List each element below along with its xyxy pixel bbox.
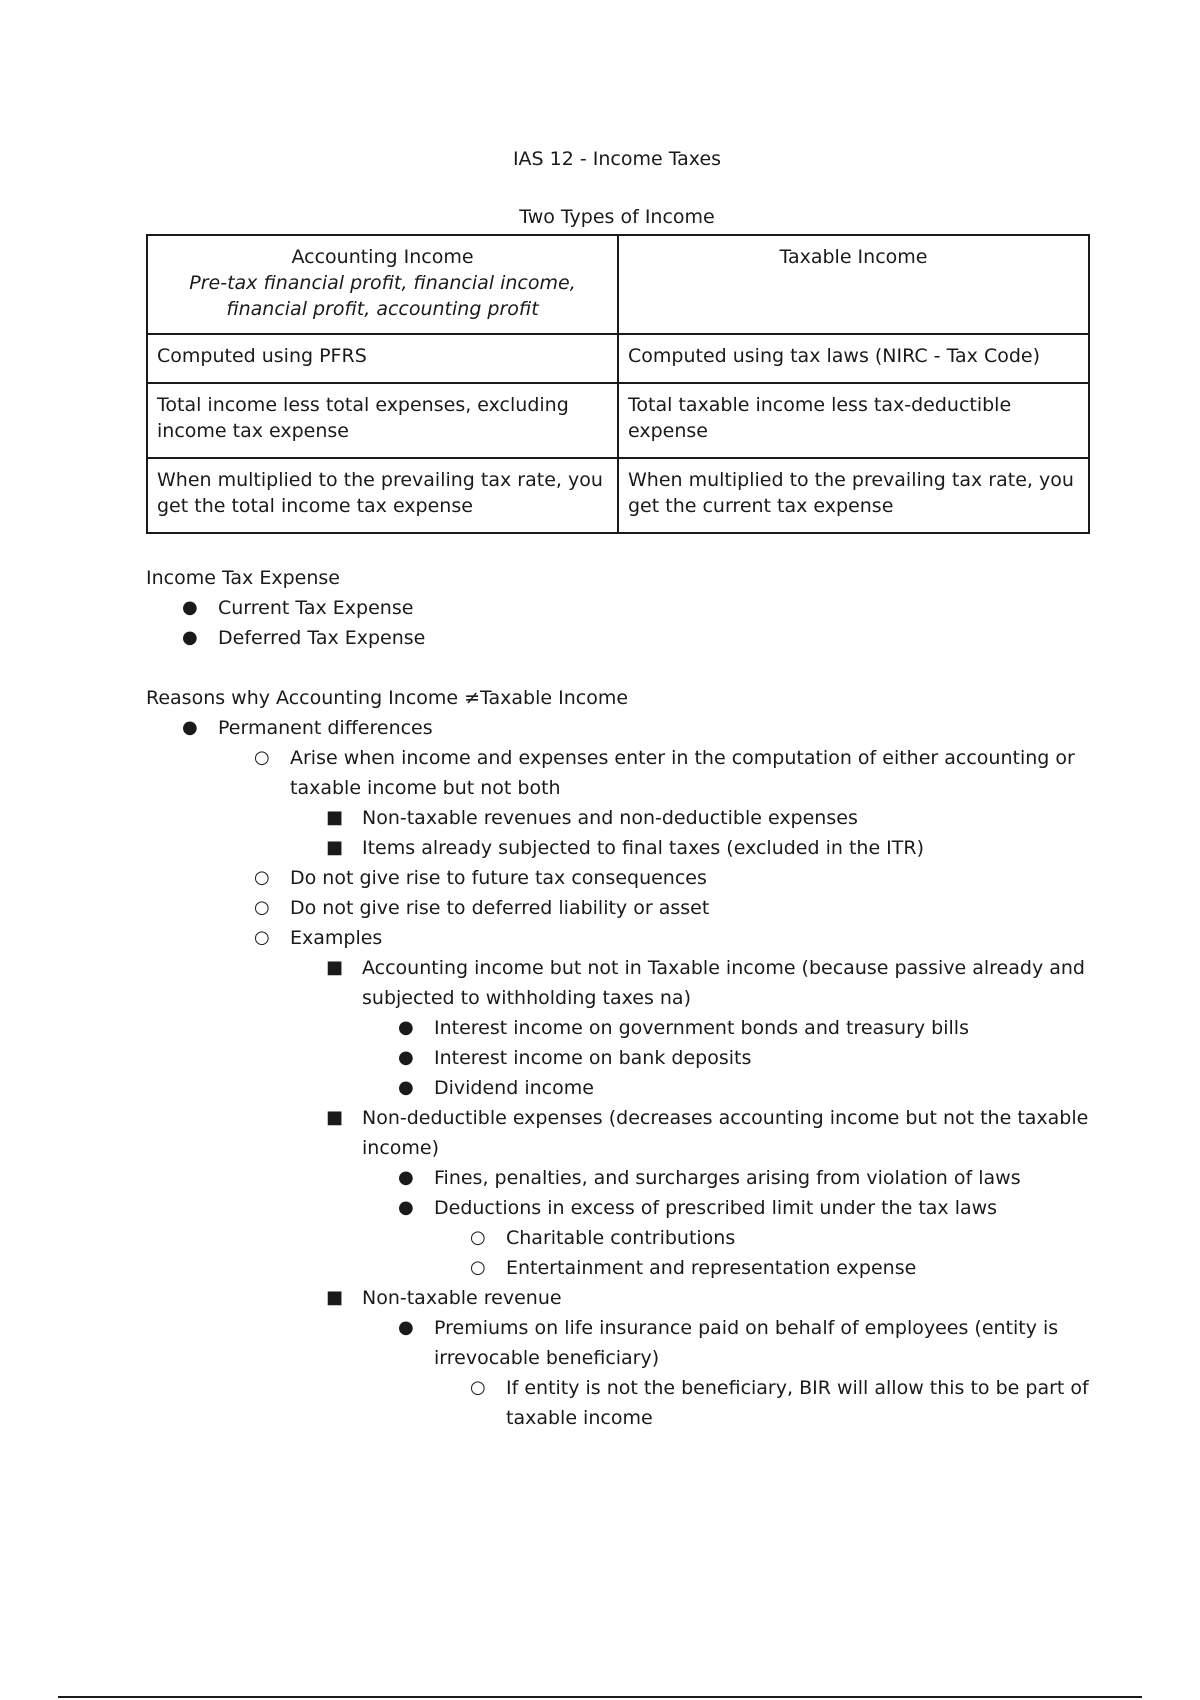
bullet-circle-icon: ○ [254,867,270,888]
list-item: ○ Do not give rise to future tax consequences [146,863,1106,893]
bullet-circle-icon: ○ [254,747,270,768]
bullet-square-icon: ■ [326,1287,344,1308]
income-comparison-table [146,234,1090,534]
table-header-row [147,235,1089,334]
bullet-disc-icon: ● [398,1077,414,1098]
table-cell-taxable: Total taxable income less tax-deductible expense [618,383,1089,458]
accounting-income-title: Accounting Income [291,246,474,268]
page-title: IAS 12 - Income Taxes [512,148,722,170]
permanent-differences-label: Permanent differences [218,717,433,739]
income-tax-expense-heading: Income Tax Expense [146,567,340,589]
table-cell-accounting: When multiplied to the prevailing tax rate, you get the total income tax expense [147,458,618,533]
permanent-differences-list [146,743,1106,1433]
bullet-square-icon: ■ [326,957,344,978]
income-tax-expense-list [146,593,1106,653]
bullet-disc-icon: ● [398,1197,414,1218]
table-cell-accounting: Computed using PFRS [147,334,618,383]
list-item: ○ Entertainment and representation expense [146,1253,1106,1283]
table-row [147,458,1089,533]
list-item: ● Deductions in excess of prescribed limit under the tax laws ○ Charitable contributions ○ Entertainment and representation expense [146,1193,1106,1283]
bullet-disc-icon: ● [398,1047,414,1068]
reasons-heading: Reasons why Accounting Income ≠Taxable Income [146,687,629,709]
list-item: ● Dividend income [146,1073,1106,1103]
list-item [146,713,1106,1433]
list-item: ● Interest income on bank deposits [146,1043,1106,1073]
list-item: ■ Accounting income but not in Taxable income (because passive already and subjected to withholding taxes na) ● Interest income on government bonds and treasury bills ● Interest income on bank deposits ● Dividend income [146,953,1106,1103]
examples-label: Examples [290,927,383,949]
list-item: ● Current Tax Expense [146,593,1106,623]
list-item: ● Interest income on government bonds and treasury bills [146,1013,1106,1043]
non-taxable-revenue-list [146,1313,1106,1433]
spacer [146,653,1106,683]
bullet-circle-icon: ○ [470,1227,486,1248]
arise-list [146,803,1106,863]
bullet-square-icon: ■ [326,837,344,858]
bullet-disc-icon: ● [398,1017,414,1038]
table-cell-taxable: Computed using tax laws (NIRC - Tax Code) [618,334,1089,383]
examples-list [146,953,1106,1433]
bullet-circle-icon: ○ [470,1257,486,1278]
list-item: ○ Arise when income and expenses enter in the computation of either accounting or taxable income but not both ■ Non-taxable revenues and non-deductible expenses ■ Items already subjected to final taxes (excluded in the ITR) [146,743,1106,863]
list-item: ● Fines, penalties, and surcharges arising from violation of laws [146,1163,1106,1193]
bullet-disc-icon: ● [398,1167,414,1188]
bullet-circle-icon: ○ [254,927,270,948]
non-deductible-expenses-list [146,1163,1106,1283]
list-item: ■ Non-deductible expenses (decreases accounting income but not the taxable income) ● Fines, penalties, and surcharges arising from violation of laws ● Deductions in excess of prescribed limit under the tax laws ○ Charitable contributions ○ Entertainment and representation expense [146,1103,1106,1283]
accounting-only-income-list [146,1013,1106,1103]
list-item: ■ Items already subjected to final taxes (excluded in the ITR) [146,833,1106,863]
bullet-disc-icon: ● [182,717,198,738]
notes-body [146,563,1106,1433]
list-item: ■ Non-taxable revenue ● Premiums on life insurance paid on behalf of employees (entity is irrevocable beneficiary) ○ If entity is not the beneficiary, BIR will allow this to be part of taxable income [146,1283,1106,1433]
list-item: ○ Charitable contributions [146,1223,1106,1253]
bullet-square-icon: ■ [326,807,344,828]
bullet-square-icon: ■ [326,1107,344,1128]
footer-divider [58,1696,1142,1698]
list-item: ○ If entity is not the beneficiary, BIR will allow this to be part of taxable income [146,1373,1106,1433]
bullet-disc-icon: ● [182,627,198,648]
table-header-taxable: Taxable Income [618,235,1089,334]
list-item: ● Deferred Tax Expense [146,623,1106,653]
list-item [146,923,1106,1433]
bullet-disc-icon: ● [398,1317,414,1338]
bullet-circle-icon: ○ [254,897,270,918]
premiums-note-list [146,1373,1106,1433]
table-cell-accounting: Total income less total expenses, excluding income tax expense [147,383,618,458]
excess-deductions-list [146,1223,1106,1283]
bullet-circle-icon: ○ [470,1377,486,1398]
bullet-disc-icon: ● [182,597,198,618]
reasons-list [146,713,1106,1433]
list-item: ○ Do not give rise to deferred liability or asset [146,893,1106,923]
list-item: ● Premiums on life insurance paid on behalf of employees (entity is irrevocable beneficiary) ○ If entity is not the beneficiary, BIR will allow this to be part of taxable income [146,1313,1106,1433]
table-header-accounting [147,235,618,334]
table-row [147,383,1089,458]
accounting-income-synonyms: Pre-tax financial profit, financial income, financial profit, accounting profit [189,272,576,320]
table-cell-taxable: When multiplied to the prevailing tax rate, you get the current tax expense [618,458,1089,533]
table-caption: Two Types of Income [519,206,715,228]
table-row [147,334,1089,383]
list-item: ■ Non-taxable revenues and non-deductible expenses [146,803,1106,833]
